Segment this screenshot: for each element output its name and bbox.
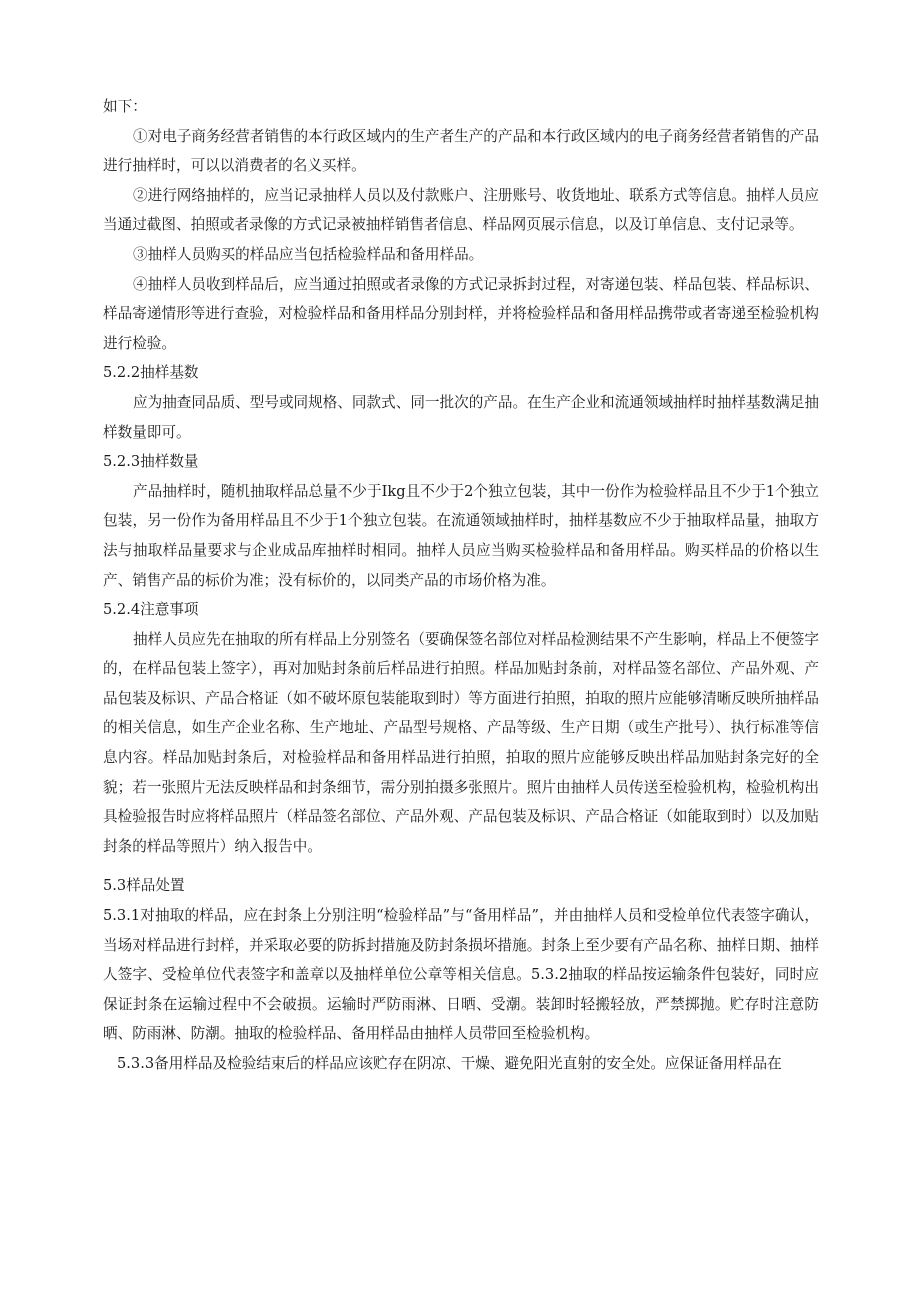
intro-text: 如下： bbox=[103, 98, 147, 115]
section-heading-5-2-2: 5.2.2抽样基数 bbox=[103, 364, 199, 382]
sample-handling-text: 5.3.1对抽取的样品，应在封条上分别注明“检验样品”与“备用样品”，并由抽样人员和受检单位代表签字确认，当场对样品进行封样，并采取必要的防拆封措施及防封条损坏措施。封条上至少要有产品名称、抽样日期、抽样人签字、受检单位代表签字和盖章以及抽样单位公章等相关信息。5.3.2抽取的样品按运输条件包装好，同时应保证封条在运输过程中不会破损。运输时严防雨淋、日晒、受潮。装卸时轻搬轻放，严禁掷抛。贮存时注意防晒、防雨淋、防潮。抽取的检验样品、备用样品由抽样人员带回至检验机构。 bbox=[103, 907, 819, 1043]
clause-3: ③抽样人员购买的样品应当包括检验样品和备用样品。 bbox=[133, 245, 484, 263]
sample-storage-text: 5.3.3备用样品及检验结束后的样品应该贮存在阴凉、干燥、避免阳光直射的安全处。应保证备用样品在 bbox=[117, 1055, 782, 1072]
section-heading-5-2-4: 5.2.4注意事项 bbox=[103, 601, 199, 619]
clause-2: ②进行网络抽样的，应当记录抽样人员以及付款账户、注册账号、收货地址、联系方式等信息。抽样人员应当通过截图、拍照或者录像的方式记录被抽样销售者信息、样品网页展示信息，以及订单信息、支付记录等。 bbox=[103, 186, 819, 234]
clause-1: ①对电子商务经营者销售的本行政区域内的生产者生产的产品和本行政区域内的电子商务经营者销售的产品进行抽样时，可以以消费者的名义买样。 bbox=[103, 127, 819, 175]
clause-4: ④抽样人员收到样品后，应当通过拍照或者录像的方式记录拆封过程，对寄递包装、样品包装、样品标识、样品寄递情形等进行查验，对检验样品和备用样品分别封样，并将检验样品和备用样品携带或者寄递至检验机构进行检验。 bbox=[103, 275, 819, 352]
notes-text: 抽样人员应先在抽取的所有样品上分别签名（要确保签名部位对样品检测结果不产生影响，样品上不便签字的，在样品包装上签字），再对加贴封条前后样品进行拍照。样品加贴封条前，对样品签名部位、产品外观、产品包装及标识、产品合格证（如不破坏原包装能取到时）等方面进行拍照，拍取的照片应能够清晰反映所抽样品的相关信息，如生产企业名称、生产地址、产品型号规格、产品等级、生产日期（或生产批号）、执行标准等信息内容。样品加贴封条后，对检验样品和备用样品进行拍照，拍取的照片应能够反映出样品加贴封条完好的全貌；若一张照片无法反映样品和封条细节，需分别拍摄多张照片。照片由抽样人员传送至检验机构，检验机构出具检验报告时应将样品照片（样品签名部位、产品外观、产品包装及标识、产品合格证（如能取到时）以及加贴封条的样品等照片）纳入报告中。 bbox=[103, 630, 819, 855]
section-heading-5-3: 5.3样品处置 bbox=[103, 877, 185, 895]
sampling-base-text: 应为抽查同品质、型号或同规格、同款式、同一批次的产品。在生产企业和流通领域抽样时抽样基数满足抽样数量即可。 bbox=[103, 393, 819, 441]
sampling-quantity-text: 产品抽样时，随机抽取样品总量不少于Ikg且不少于2个独立包装，其中一份作为检验样品且不少于1个独立包装，另一份作为备用样品且不少于1个独立包装。在流通领域抽样时，抽样基数应不少于抽取样品量，抽取方法与抽取样品量要求与企业成品库抽样时相同。抽样人员应当购买检验样品和备用样品。购买样品的价格以生产、销售产品的标价为准；没有标价的，以同类产品的市场价格为准。 bbox=[103, 482, 819, 589]
section-heading-5-2-3: 5.2.3抽样数量 bbox=[103, 453, 199, 471]
document-body bbox=[103, 92, 819, 1079]
